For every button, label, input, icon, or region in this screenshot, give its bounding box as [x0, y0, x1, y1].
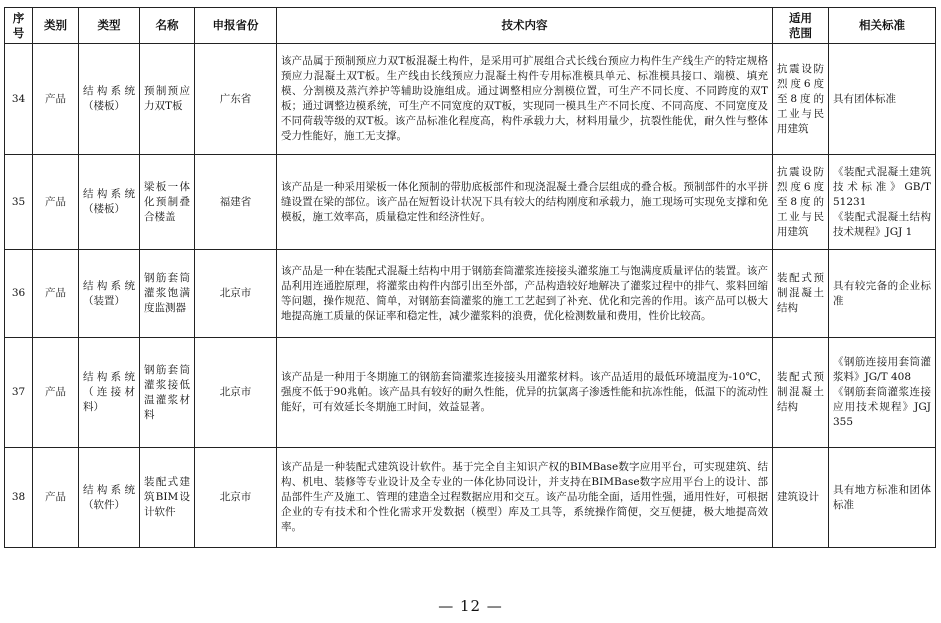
table-header-row [5, 8, 936, 44]
row-tech: 该产品是一种在装配式混凝土结构中用于钢筋套筒灌浆连接接头灌浆施工与饱满度质量评估的装置。该产品利用连通腔原理，将灌浆由构件内部引出至外部，产品构造较好地解决了灌浆过程中的排气、浆料回缩等问题，操作规范、简单，对钢筋套筒灌浆的施工工艺起到了补充、优化和完善的作用。该产品可以极大地提高施工质量的保证率和稳定性，减少灌浆料的浪费，优化检测数量和费用，性价比较高。 [277, 250, 773, 338]
row-no: 34 [5, 44, 33, 155]
row-category: 产品 [33, 44, 79, 155]
header-name: 名称 [140, 8, 195, 44]
row-type: 结构系统（连接材料） [79, 338, 140, 448]
row-province: 北京市 [195, 250, 277, 338]
row-tech: 该产品是一种采用梁板一体化预制的带肋底板部件和现浇混凝土叠合层组成的叠合板。预制部件的水平拼缝设置在梁的部位。该产品在短暂设计状况下具有较大的结构刚度和承载力，施工现场可实现免支撑和免模板，施工效率高，质量稳定性和经济性好。 [277, 155, 773, 250]
table-row [5, 44, 936, 155]
header-scope: 适用 范围 [773, 8, 829, 44]
row-category: 产品 [33, 155, 79, 250]
row-standard: 具有团体标准 [829, 44, 936, 155]
row-name: 梁板一体化预制叠合楼盖 [140, 155, 195, 250]
product-table [4, 7, 936, 548]
row-province: 北京市 [195, 448, 277, 548]
row-category: 产品 [33, 448, 79, 548]
row-type: 结构系统（楼板） [79, 44, 140, 155]
table-row [5, 448, 936, 548]
header-standard: 相关标准 [829, 8, 936, 44]
row-standard: 具有较完备的企业标准 [829, 250, 936, 338]
table-row [5, 155, 936, 250]
row-tech: 该产品是一种装配式建筑设计软件。基于完全自主知识产权的BIMBase数字应用平台，可实现建筑、结构、机电、装修等专业设计及全专业的一体化协同设计，并支持在BIMBase数字应用平台上的设计、部品部件生产及施工、管理的建造全过程数据应用和交互。该产品功能全面，适用性强，通用性好，可根据企业的专有技术和个性化需求开发数据（模型）库及工具等，系统操作简便，交互便捷，极大地提高效率。 [277, 448, 773, 548]
row-province: 福建省 [195, 155, 277, 250]
row-type: 结构系统（装置） [79, 250, 140, 338]
row-scope: 建筑设计 [773, 448, 829, 548]
row-no: 37 [5, 338, 33, 448]
row-no: 35 [5, 155, 33, 250]
row-standard: 《钢筋连接用套筒灌浆料》JG/T 408 《钢筋套筒灌浆连接应用技术规程》JGJ 355 [829, 338, 936, 448]
header-category: 类别 [33, 8, 79, 44]
row-category: 产品 [33, 250, 79, 338]
header-province: 申报省份 [195, 8, 277, 44]
header-no: 序 号 [5, 8, 33, 44]
table-row [5, 250, 936, 338]
row-category: 产品 [33, 338, 79, 448]
page-number: — 12 — [438, 597, 503, 615]
row-no: 36 [5, 250, 33, 338]
row-scope: 装配式预制混凝土结构 [773, 250, 829, 338]
row-province: 北京市 [195, 338, 277, 448]
row-name: 钢筋套筒灌浆饱满度监测器 [140, 250, 195, 338]
row-standard: 具有地方标准和团体标准 [829, 448, 936, 548]
row-province: 广东省 [195, 44, 277, 155]
row-standard: 《装配式混凝土建筑技术标准》GB/T 51231 《装配式混凝土结构技术规程》JGJ 1 [829, 155, 936, 250]
table-row [5, 338, 936, 448]
row-type: 结构系统（楼板） [79, 155, 140, 250]
row-scope: 装配式预制混凝土结构 [773, 338, 829, 448]
row-no: 38 [5, 448, 33, 548]
header-tech: 技术内容 [277, 8, 773, 44]
row-scope: 抗震设防烈度6度至8度的工业与民用建筑 [773, 44, 829, 155]
row-name: 预制预应力双T板 [140, 44, 195, 155]
row-name: 装配式建筑BIM设计软件 [140, 448, 195, 548]
row-tech: 该产品属于预制预应力双T板混凝土构件，是采用可扩展组合式长线台预应力构件生产线生产的特定规格预应力混凝土双T板。生产线由长线预应力混凝土构件专用标准模具单元、标准模具接口、端模、填充模、分割模及蒸汽养护等辅助设施组成。通过调整相应分割模位置，可生产不同长度、不同跨度的双T板；通过调整边模系统，可生产不同宽度的双T板，实现同一模具生产不同长度、不同高度、不同宽度及不同荷载等级的双T板。该产品标准化程度高，构件承载力大，材料用量少，抗裂性能优，耐久性与整体受力性能好，施工无支撑。 [277, 44, 773, 155]
row-tech: 该产品是一种用于冬期施工的钢筋套筒灌浆连接接头用灌浆材料。该产品适用的最低环境温度为-10℃，强度不低于90兆帕。该产品具有较好的耐久性能，优异的抗氯离子渗透性能和抗冻性能，低温下的流动性能好，可有效延长冬期施工时间，效益显著。 [277, 338, 773, 448]
row-type: 结构系统（软件） [79, 448, 140, 548]
row-name: 钢筋套筒灌浆接低温灌浆材料 [140, 338, 195, 448]
header-type: 类型 [79, 8, 140, 44]
row-scope: 抗震设防烈度6度至8度的工业与民用建筑 [773, 155, 829, 250]
